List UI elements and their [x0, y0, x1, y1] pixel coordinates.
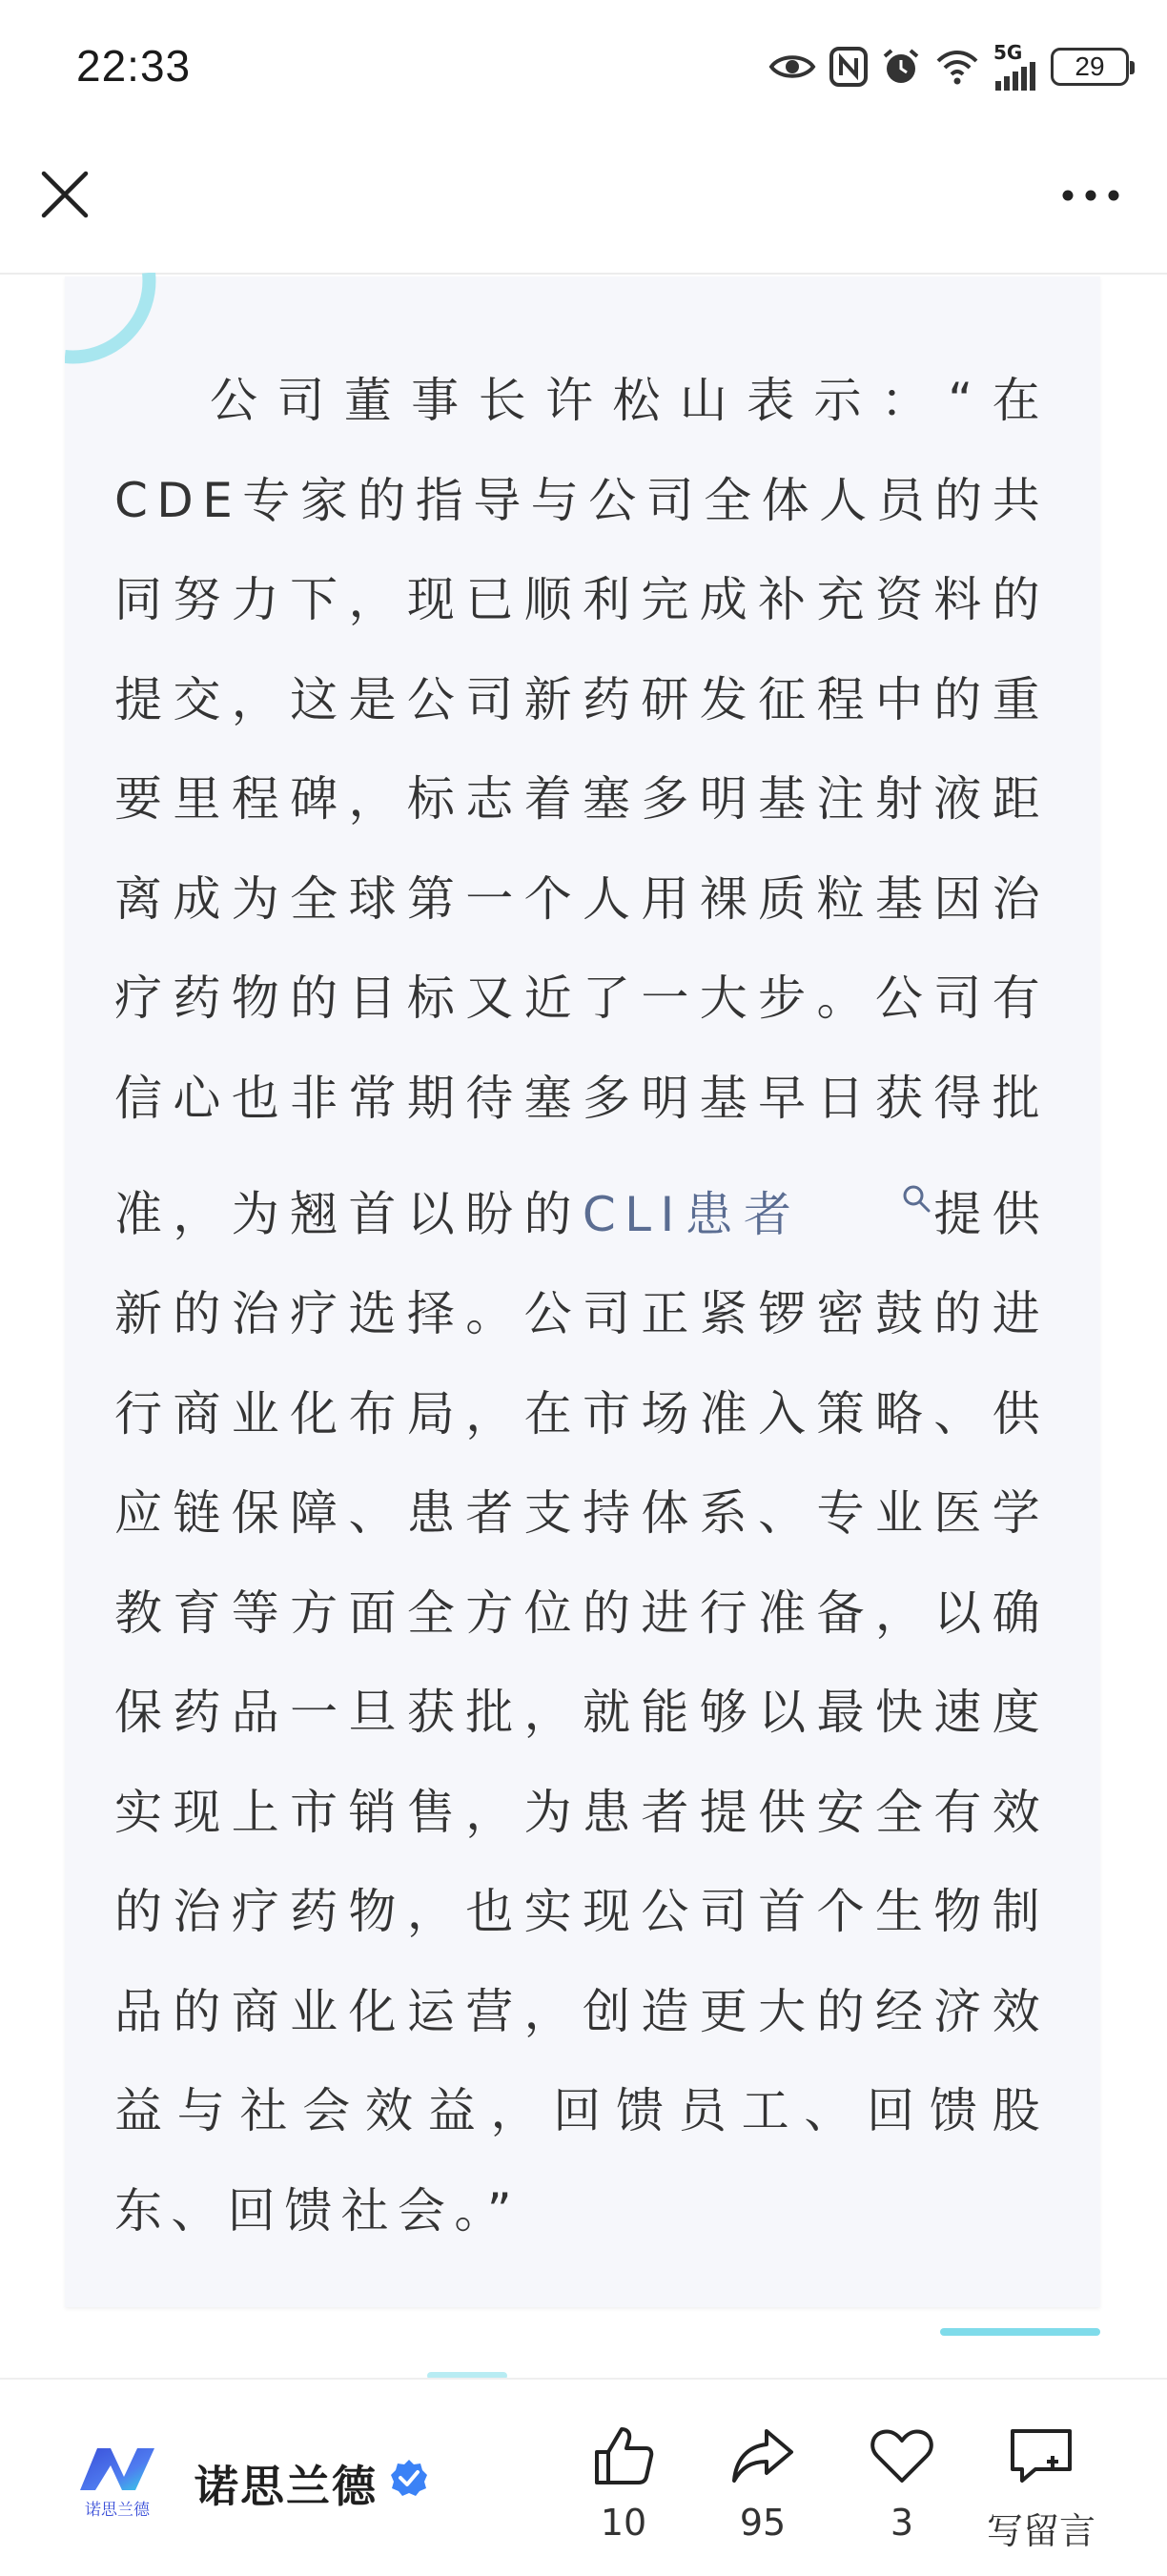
paragraph-text-after-link: 提供新的治疗选择。公司正紧锣密鼓的进行商业化布局，在市场准入策略、供应链保障、患者支持体系、专业医学教育等方面全方位的进行准备，以确保药品一旦获批，就能够以最快速度实现上市销售，为患者提供安全有效的治疗药物，也实现公司首个生物制品的商业化运营，创造更大的经济效益与社会效益，回馈员工、回馈股东、回馈社会。” [114, 1186, 1049, 2239]
close-icon [40, 170, 90, 219]
keyword-link-cli[interactable] [583, 1187, 932, 1242]
network-type: 5G [993, 41, 1023, 64]
like-count: 10 [600, 2502, 647, 2544]
write-comment-button[interactable] [974, 2418, 1108, 2554]
verified-badge-icon [389, 2458, 429, 2498]
battery-level: 29 [1075, 51, 1105, 81]
more-icon [1060, 189, 1121, 202]
article-paragraph [114, 351, 1049, 2260]
alarm-icon [881, 47, 921, 87]
close-button[interactable] [32, 162, 97, 227]
wifi-icon [934, 48, 980, 86]
search-icon [806, 1148, 932, 1248]
keyword-link-text: CLI患者 [582, 1186, 803, 1242]
decorative-accent-line [940, 2328, 1100, 2336]
thumbs-up-icon [591, 2423, 656, 2488]
comment-label: 写留言 [986, 2510, 1095, 2552]
share-icon [730, 2423, 795, 2488]
eye-icon [768, 51, 816, 83]
article-header [0, 133, 1167, 275]
account-logo[interactable] [74, 2435, 160, 2521]
account-name[interactable]: 诺思兰德 [194, 2461, 378, 2512]
status-icons [768, 38, 1129, 95]
comment-icon [1007, 2423, 1075, 2488]
favorite-button[interactable] [845, 2418, 959, 2544]
status-time: 22:33 [76, 41, 192, 91]
bottom-action-bar [0, 2378, 1167, 2576]
paragraph-text-before-link: 公司董事长许松山表示：“在CDE专家的指导与公司全体人员的共同努力下，现已顺利完成补充资料的提交，这是公司新药研发征程中的重要里程碑，标志着塞多明基注射液距离成为全球第一个人用裸质粒基因治疗药物的目标又近了一大步。公司有信心也非常期待塞多明基早日获得批准，为翘首以盼的 [114, 373, 1049, 1242]
favorite-count: 3 [890, 2502, 914, 2544]
more-options-button[interactable] [1053, 172, 1129, 219]
brand-logo-icon [74, 2435, 160, 2521]
battery-indicator [1051, 48, 1129, 86]
signal-icon [993, 43, 1037, 91]
share-button[interactable] [706, 2418, 820, 2544]
like-button[interactable] [566, 2418, 681, 2544]
status-bar [0, 0, 1167, 133]
logo-caption: 诺思兰德 [85, 2501, 150, 2520]
heart-icon [870, 2423, 934, 2488]
nfc-icon [829, 47, 868, 87]
share-count: 95 [739, 2502, 787, 2544]
